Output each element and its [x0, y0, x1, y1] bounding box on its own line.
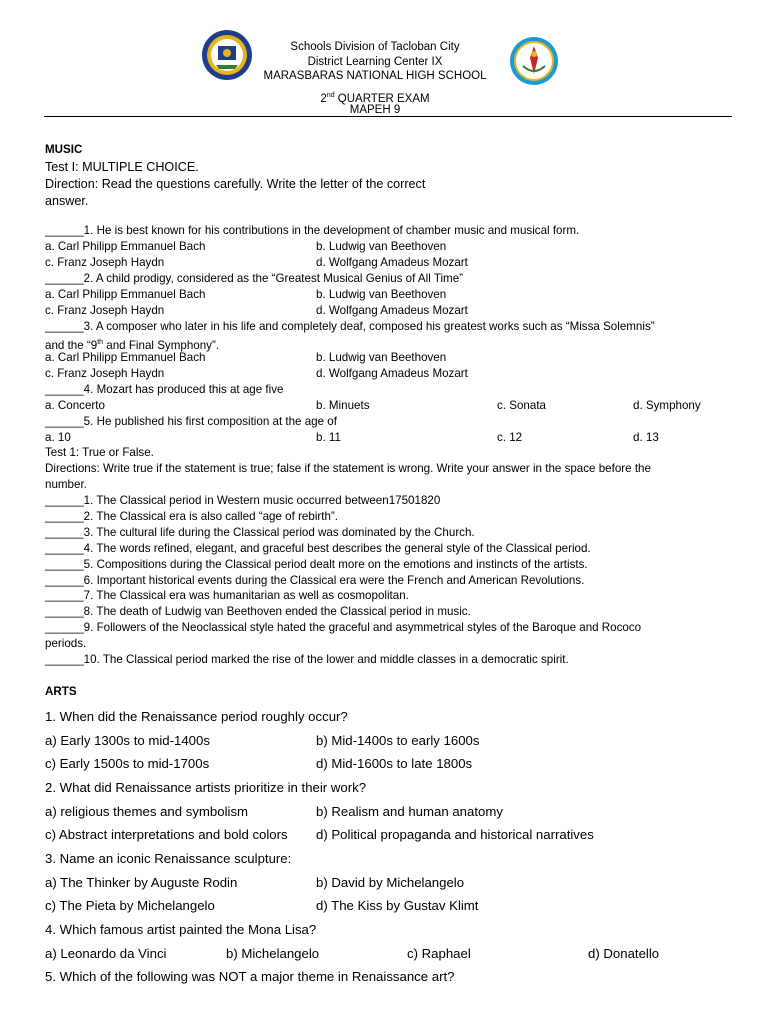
arts-question-5: 5. Which of the following was NOT a major theme in Renaissance art? — [45, 969, 455, 984]
tf-item-8: ______8. The death of Ludwig van Beethoven ended the Classical period in music. — [45, 605, 471, 618]
district-name: District Learning Center IX — [307, 56, 443, 68]
option-d: d) Political propaganda and historical narratives — [316, 827, 594, 842]
option-a: a. Carl Philipp Emmanuel Bach — [45, 240, 206, 253]
option-b: b) Realism and human anatomy — [316, 804, 503, 819]
tf-item-6: ______6. Important historical events during the Classical era were the French and American Revolutions. — [45, 574, 585, 587]
subject-title: MAPEH 9 — [349, 104, 401, 116]
music-question-4: ______4. Mozart has produced this at age five — [45, 383, 284, 396]
option-a: a) religious themes and symbolism — [45, 804, 249, 819]
direction-line-2: answer. — [45, 194, 89, 208]
option-row — [45, 826, 745, 844]
option-d: d. Symphony — [633, 399, 701, 412]
option-c: c. Franz Joseph Haydn — [45, 256, 165, 269]
option-d: d) Mid-1600s to late 1800s — [316, 756, 473, 771]
option-b: b. Ludwig van Beethoven — [316, 288, 447, 301]
option-row — [45, 803, 745, 821]
option-b: b) Mid-1400s to early 1600s — [316, 733, 480, 748]
option-d: d. Wolfgang Amadeus Mozart — [316, 256, 468, 269]
tf-direction-line-2: number. — [45, 478, 87, 491]
music-question-3: ______3. A composer who later in his life and completely deaf, composed his greatest works such as “Missa Solemnis” — [45, 320, 655, 333]
option-c: c. Franz Joseph Haydn — [45, 304, 165, 317]
music-section-title: MUSIC — [45, 143, 83, 156]
option-d: d. 13 — [633, 431, 659, 444]
arts-question-1: 1. When did the Renaissance period roughly occur? — [45, 709, 348, 724]
option-a: a. Carl Philipp Emmanuel Bach — [45, 351, 206, 364]
option-row — [45, 287, 745, 303]
option-row — [45, 255, 745, 271]
tf-item-7: ______7. The Classical era was humanitarian as well as cosmopolitan. — [45, 589, 409, 602]
division-name: Schools Division of Tacloban City — [290, 41, 460, 53]
option-d: d. Wolfgang Amadeus Mozart — [316, 304, 468, 317]
tf-item-9-cont: periods. — [45, 637, 87, 650]
option-c: c. Franz Joseph Haydn — [45, 367, 165, 380]
option-row — [45, 303, 745, 319]
option-a: a) The Thinker by Auguste Rodin — [45, 875, 238, 890]
option-row — [45, 350, 745, 366]
option-a: a) Leonardo da Vinci — [45, 946, 167, 961]
option-row — [45, 430, 745, 446]
arts-question-2: 2. What did Renaissance artists prioritize in their work? — [45, 780, 367, 795]
option-row — [45, 239, 745, 255]
option-row — [45, 398, 745, 414]
option-b: b. Ludwig van Beethoven — [316, 351, 447, 364]
option-c: c. 12 — [497, 431, 523, 444]
arts-question-3: 3. Name an iconic Renaissance sculpture: — [45, 851, 292, 866]
direction-line-1: Direction: Read the questions carefully. Write the letter of the correct — [45, 177, 426, 191]
tf-direction-line-1: Directions: Write true if the statement is true; false if the statement is wrong. Write your answer in the space before the — [45, 462, 651, 475]
test2-title: Test 1: True or False. — [45, 446, 154, 459]
header-divider — [44, 116, 732, 117]
tf-item-4: ______4. The words refined, elegant, and graceful best describes the general style of the Classical period. — [45, 542, 591, 555]
tf-item-3: ______3. The cultural life during the Classical period was dominated by the Church. — [45, 526, 475, 539]
option-row — [45, 874, 745, 892]
arts-section-title: ARTS — [45, 685, 77, 698]
option-a: a) Early 1300s to mid-1400s — [45, 733, 210, 748]
option-row — [45, 945, 745, 963]
option-row — [45, 732, 745, 750]
option-row — [45, 755, 745, 773]
option-d: d. Wolfgang Amadeus Mozart — [316, 367, 468, 380]
option-b: b) Michelangelo — [226, 946, 320, 961]
option-c: c. Sonata — [497, 399, 546, 412]
arts-question-4: 4. Which famous artist painted the Mona Lisa? — [45, 922, 317, 937]
school-name: MARASBARAS NATIONAL HIGH SCHOOL — [263, 70, 487, 82]
option-row — [45, 366, 745, 382]
music-question-1: ______1. He is best known for his contributions in the development of chamber music and musical form. — [45, 224, 580, 237]
music-question-5: ______5. He published his first composition at the age of — [45, 415, 337, 428]
option-c: c) Early 1500s to mid-1700s — [45, 756, 210, 771]
option-b: b. Ludwig van Beethoven — [316, 240, 447, 253]
option-b: b. Minuets — [316, 399, 370, 412]
option-b: b) David by Michelangelo — [316, 875, 465, 890]
option-c: c) The Pieta by Michelangelo — [45, 898, 215, 913]
option-c: c) Raphael — [407, 946, 471, 961]
option-d: d) The Kiss by Gustav Klimt — [316, 898, 479, 913]
tf-item-2: ______2. The Classical era is also called “age of rebirth”. — [45, 510, 339, 523]
tf-item-1: ______1. The Classical period in Western music occurred between17501820 — [45, 494, 441, 507]
option-row — [45, 897, 745, 915]
music-question-3-cont: and the “9th and Final Symphony”. — [45, 338, 220, 352]
option-b: b. 11 — [316, 431, 341, 444]
option-c: c) Abstract interpretations and bold colors — [45, 827, 288, 842]
test1-title: Test I: MULTIPLE CHOICE. — [45, 160, 199, 174]
option-a: a. Carl Philipp Emmanuel Bach — [45, 288, 206, 301]
option-a: a. 10 — [45, 431, 71, 444]
tf-item-9: ______9. Followers of the Neoclassical style hated the graceful and asymmetrical styles of the Baroque and Rococo — [45, 621, 642, 634]
tf-item-10: ______10. The Classical period marked the rise of the lower and middle classes in a democratic spirit. — [45, 653, 569, 666]
tf-item-5: ______5. Compositions during the Classical period dealt more on the emotions and instincts of the artists. — [45, 558, 588, 571]
exam-title: 2nd QUARTER EXAM — [320, 92, 430, 105]
option-d: d) Donatello — [588, 946, 660, 961]
option-a: a. Concerto — [45, 399, 105, 412]
music-question-2: ______2. A child prodigy, considered as the “Greatest Musical Genius of All Time” — [45, 272, 464, 285]
